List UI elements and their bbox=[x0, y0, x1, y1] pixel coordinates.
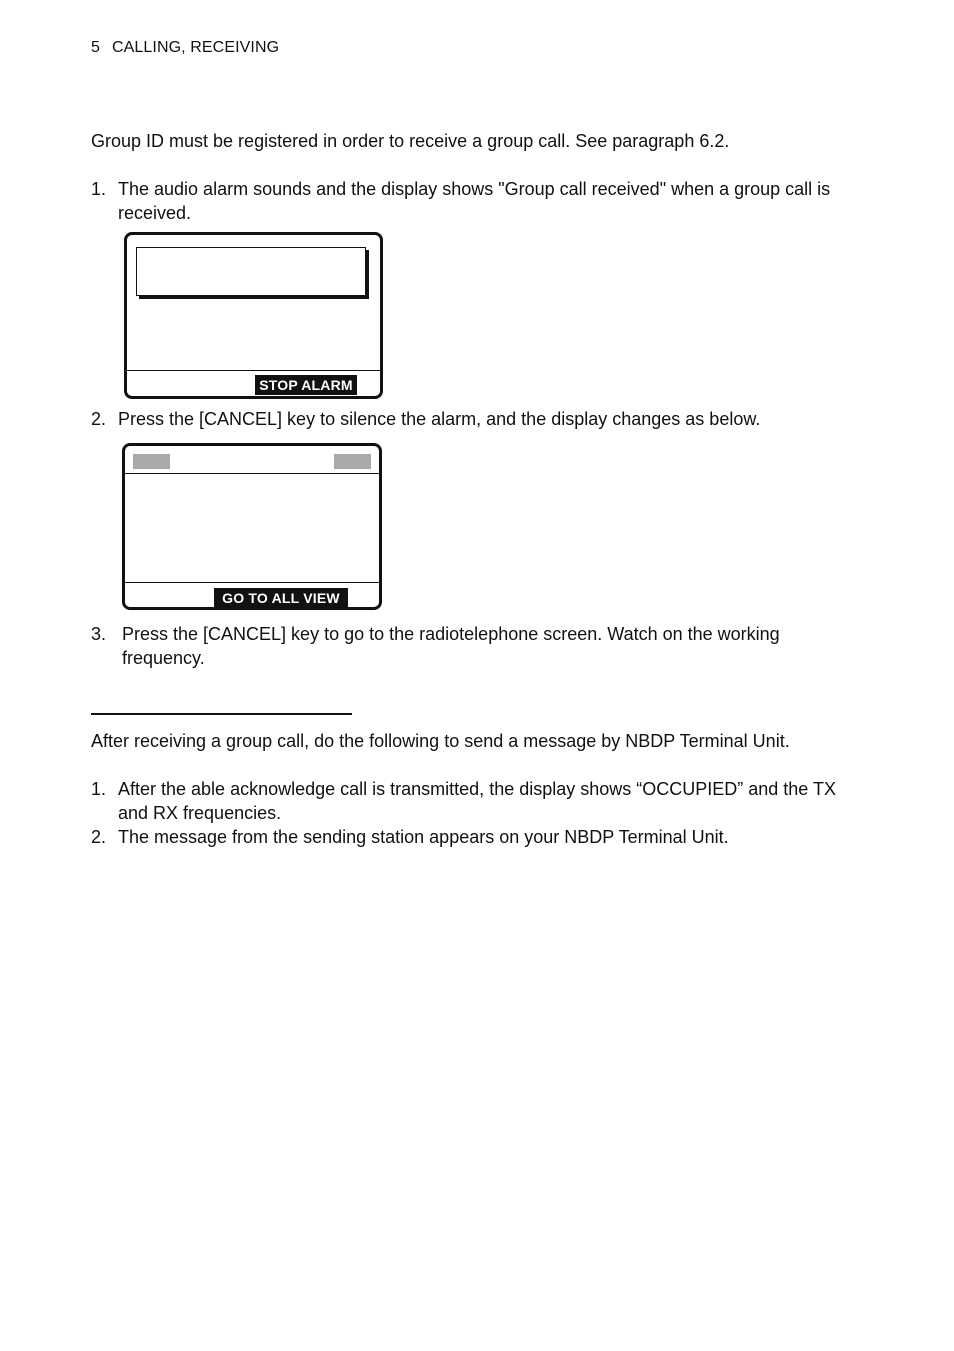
page-header bbox=[91, 39, 279, 57]
step-number: 2. bbox=[91, 409, 107, 429]
header-divider bbox=[125, 473, 379, 474]
softkey-divider bbox=[125, 582, 379, 583]
section-divider bbox=[91, 713, 352, 715]
nbdp-intro-paragraph: After receiving a group call, do the following to send a message by NBDP Terminal Unit. bbox=[91, 731, 790, 751]
status-indicator-right bbox=[334, 454, 371, 469]
chapter-title: CALLING, RECEIVING bbox=[112, 39, 280, 56]
receive-step-2 bbox=[91, 407, 851, 431]
receive-step-1 bbox=[91, 177, 851, 225]
status-indicator-left bbox=[133, 454, 170, 469]
go-to-all-view-softkey[interactable]: GO TO ALL VIEW bbox=[214, 588, 348, 608]
step-number: 1. bbox=[91, 779, 107, 799]
step-text: Press the [CANCEL] key to silence the alarm, and the display changes as below. bbox=[118, 409, 761, 429]
message-box bbox=[136, 247, 366, 296]
step-text: The message from the sending station appears on your NBDP Terminal Unit. bbox=[118, 827, 729, 847]
lcd-screen-group-call-received bbox=[124, 232, 383, 399]
step-text: The audio alarm sounds and the display shows "Group call received" when a group call is received. bbox=[118, 179, 831, 223]
lcd-screen-after-cancel bbox=[122, 443, 382, 610]
intro-paragraph: Group ID must be registered in order to receive a group call. See paragraph 6.2. bbox=[91, 131, 730, 151]
chapter-number: 5 bbox=[91, 39, 100, 56]
step-number: 3. bbox=[91, 624, 107, 644]
softkey-divider bbox=[127, 370, 380, 371]
step-number: 1. bbox=[91, 179, 107, 199]
nbdp-step-2 bbox=[91, 825, 851, 849]
receive-step-3 bbox=[91, 622, 851, 670]
step-number: 2. bbox=[91, 827, 107, 847]
step-text: Press the [CANCEL] key to go to the radiotelephone screen. Watch on the working frequency. bbox=[122, 624, 780, 668]
stop-alarm-softkey[interactable]: STOP ALARM bbox=[255, 375, 357, 395]
step-text: After the able acknowledge call is transmitted, the display shows “OCCUPIED” and the TX and RX frequencies. bbox=[118, 779, 836, 823]
nbdp-step-1 bbox=[91, 777, 851, 825]
